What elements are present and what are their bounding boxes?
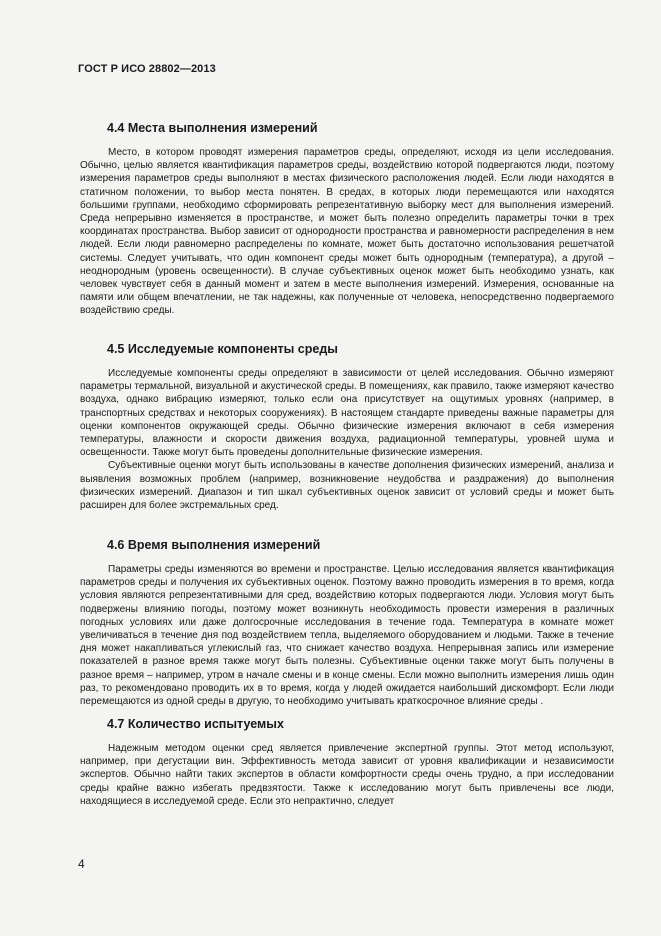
section-4-4 <box>80 121 614 318</box>
section-paragraph: Надежным методом оценки сред является привлечение экспертной группы. Этот метод используют, например, при дегустации вин. Эффективность метода зависит от уровня квалификации и независимости экспертов. Обычно найти таких экспертов в области комфортности среды очень трудно, а при исследовании среды крайне важно избегать предвзятости. Также к исследованию могут быть привлечены все люди, находящиеся в исследуемой среде. Если это непрактично, следует <box>80 743 614 807</box>
section-heading: 4.7 Количество испытуемых <box>107 717 284 731</box>
section-4-5 <box>80 342 614 512</box>
document-code-header: ГОСТ Р ИСО 28802—2013 <box>78 63 216 75</box>
section-heading: 4.5 Исследуемые компоненты среды <box>107 342 338 356</box>
section-paragraph: Место, в котором проводят измерения параметров среды, определяют, исходя из цели исследования. Обычно, целью является квантификация параметров среды, воздействию которой подвергаются люди, поэтому измерения параметров среды выполняют в местах физического расположения людей. Если люди находятся в статичном положении, то выбор места понятен. В средах, в которых люди перемещаются или находятся большими группами, необходимо сформировать репрезентативную выборку мест для выполнения измерений. Среда непрерывно изменяется в пространстве, и может быть полезно определить параметры точки в трех координатах пространства. Выбор зависит от однородности пространства и равномерности распределения в нем людей. Если люди равномерно распределены по комнате, может быть достаточно использования решетчатой системы. Следует учитывать, что один компонент среды может быть однородным (температура), а другой – неоднородным (уровень освещенности). В случае субъективных оценок может быть необходимо узнать, как человек чувствует себя в данный момент и затем в месте выполнения измерений. Измерения, основанные на памяти или общем впечатлении, не так надежны, как полученные от человека, непосредственно подвергаемого воздействию среды. <box>80 147 614 317</box>
section-4-7 <box>80 717 614 808</box>
section-heading: 4.6 Время выполнения измерений <box>107 538 321 552</box>
section-4-6 <box>80 538 614 708</box>
section-paragraph: Параметры среды изменяются во времени и пространстве. Целью исследования является квантификация параметров среды и получения их субъективных оценок. Поэтому важно проводить измерения в то время, когда условия являются репрезентативными для сред, воздействию которых подвергаются люди. Условия могут быть подвержены влиянию погоды, поэтому может возникнуть необходимость провести измерения в различных погодных условиях или даже долгосрочные исследования в течение года. Температура в комнате может увеличиваться в течение дня под воздействием тепла, выделяемого оборудованием и людьми. Также в течение дня может накапливаться углекислый газ, что снижает качество воздуха. Непрерывная запись или измерение показателей в разное время также могут быть полезны. Субъективные оценки также могут быть получены в разное время – например, утром в начале смены и в конце смены. Если можно выполнить измерения лишь один раз, то рекомендовано проводить их в то время, когда у людей ожидается наибольший дискомфорт. Если люди перемещаются из одной среды в другую, то необходимо учитывать краткосрочное влияние среды . <box>80 564 614 708</box>
section-paragraph: Исследуемые компоненты среды определяют в зависимости от целей исследования. Обычно измеряют параметры термальной, визуальной и акустической среды. В помещениях, как правило, также измеряют качество воздуха, однако вибрацию измеряют, только если она присутствует на ощутимых уровнях (например, в транспортных средствах и некоторых сооружениях). В настоящем стандарте приведены важные параметры для оценки компонентов окружающей среды. Обычно физические измерения включают в себя измерения температуры, влажности и скорости движения воздуха, радиационной температуры, уровней шума и освещенности. Также могут быть проведены дополнительные физические измерения. <box>80 368 614 459</box>
section-heading: 4.4 Места выполнения измерений <box>107 121 318 135</box>
page-number: 4 <box>78 857 85 871</box>
section-paragraph: Субъективные оценки могут быть использованы в качестве дополнения физических измерений, анализа и выявления возможных проблем (например, возникновение неудобства и раздражения) до выполнения физических измерений. Диапазон и тип шкал субъективных оценок зависит от условий среды и может быть расширен для более экстремальных сред. <box>80 460 614 512</box>
